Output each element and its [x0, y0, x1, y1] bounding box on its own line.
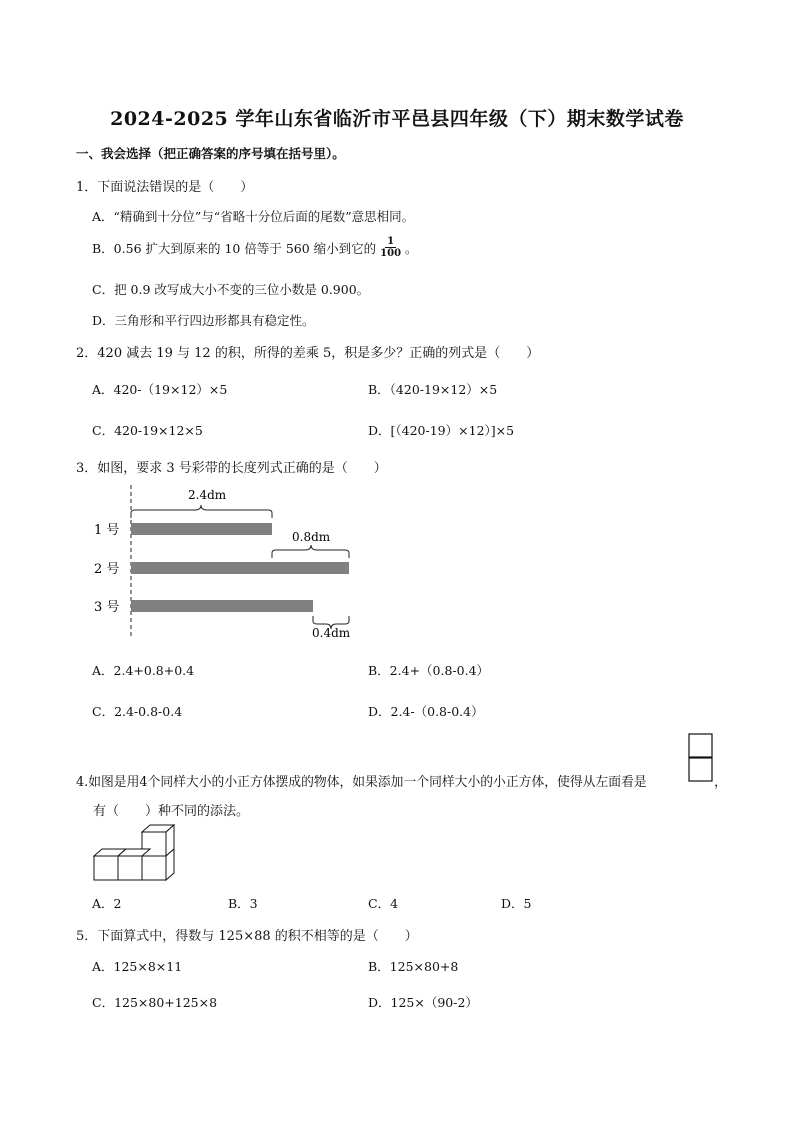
- question-4-option-a: A．2: [92, 896, 122, 911]
- section-heading: 一、我会选择（把正确答案的序号填在括号里）。: [76, 146, 345, 161]
- question-4-option-c: C．4: [368, 896, 399, 911]
- question-5-option-b: B．125×80+8: [368, 959, 459, 974]
- question-4-option-b: B．3: [228, 896, 258, 911]
- question-4-option-d: D．5: [501, 896, 532, 911]
- page-title: 2024-2025 学年山东省临沂市平邑县四年级（下）期末数学试卷: [110, 108, 684, 130]
- length-label-3: 0.4dm: [312, 626, 351, 640]
- question-4-stem-comma: ，: [714, 775, 728, 790]
- fraction: [378, 236, 403, 259]
- ribbon-bar-1: [131, 523, 272, 535]
- ribbon-figure: [80, 480, 380, 645]
- ribbon-label-2: 2 号: [94, 562, 120, 577]
- question-3-option-d: D．2.4-（0.8-0.4）: [368, 704, 484, 719]
- question-3-option-a: A．2.4+0.8+0.4: [92, 663, 195, 678]
- brace-1: [131, 505, 272, 518]
- question-2-stem: 2．420 减去 19 与 12 的积，所得的差乘 5，积是多少？正确的列式是（ ）: [76, 346, 540, 361]
- ribbon-label-3: 3 号: [94, 600, 120, 615]
- option-b-text: B．0.56 扩大到原来的 10 倍等于 560 缩小到它的: [92, 240, 377, 256]
- question-3-option-c: C．2.4-0.8-0.4: [92, 704, 183, 719]
- ribbon-label-1: 1 号: [94, 523, 120, 538]
- question-1-option-a: A．“精确到十分位”与“省略十分位后面的尾数”意思相同。: [92, 209, 415, 224]
- question-5-option-d: D．125×（90-2）: [368, 995, 478, 1010]
- brace-2: [272, 545, 349, 558]
- question-2-option-d: D．[（420-19）×12）]×5: [368, 423, 515, 438]
- left-view-icon: [688, 733, 714, 785]
- length-label-1: 2.4dm: [188, 488, 227, 502]
- question-5-option-c: C．125×80+125×8: [92, 995, 218, 1010]
- ribbon-bar-3: [131, 600, 313, 612]
- cube-figure: [90, 822, 180, 884]
- ribbon-bar-2: [131, 562, 349, 574]
- question-2-option-a: A．420-（19×12）×5: [92, 382, 228, 397]
- question-4-stem-line1: 4.如图是用4个同样大小的小正方体摆成的物体，如果添加一个同样大小的小正方体，使得从左面看是: [76, 775, 647, 790]
- question-5-option-a: A．125×8×11: [92, 959, 183, 974]
- question-1-stem: 1．下面说法错误的是（ ）: [76, 180, 254, 195]
- fraction-denominator: 100: [380, 248, 402, 259]
- length-label-2: 0.8dm: [292, 530, 331, 544]
- question-1-option-b: [92, 236, 418, 259]
- option-b-end: 。: [405, 240, 418, 256]
- fraction-numerator: 1: [387, 236, 395, 247]
- question-2-option-c: C．420-19×12×5: [92, 423, 203, 438]
- question-1-option-d: D．三角形和平行四边形都具有稳定性。: [92, 313, 315, 328]
- question-3-stem: 3．如图，要求 3 号彩带的长度列式正确的是（ ）: [76, 461, 387, 476]
- question-2-option-b: B．（420-19×12）×5: [368, 382, 498, 397]
- question-1-option-c: C．把 0.9 改写成大小不变的三位小数是 0.900。: [92, 282, 370, 297]
- question-5-stem: 5．下面算式中，得数与 125×88 的积不相等的是（ ）: [76, 929, 418, 944]
- question-4-stem-line2: 有（ ）种不同的添法。: [93, 804, 250, 819]
- question-3-option-b: B．2.4+（0.8-0.4）: [368, 663, 490, 678]
